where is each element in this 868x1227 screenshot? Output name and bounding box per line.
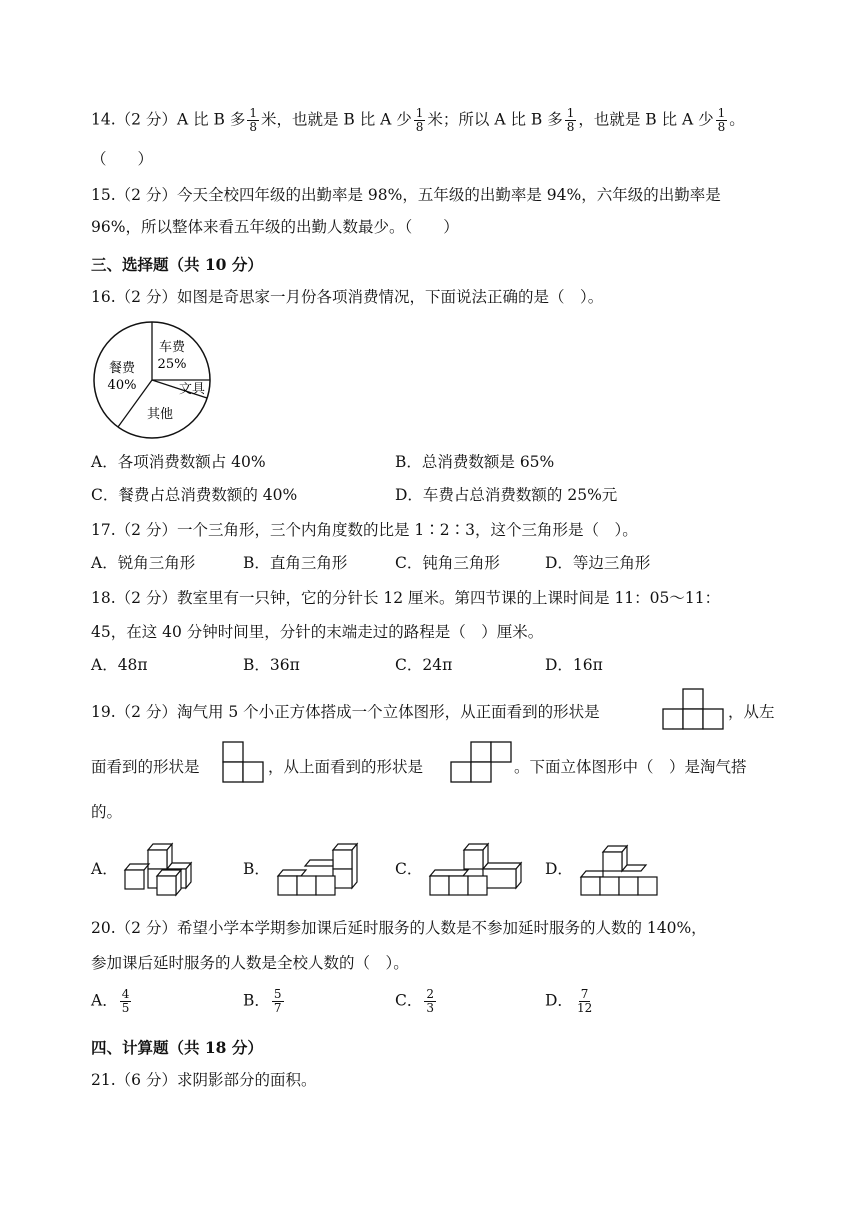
fraction-numerator: 7 bbox=[580, 987, 589, 1001]
option-label: C． bbox=[395, 991, 423, 1010]
fraction bbox=[272, 988, 284, 1015]
q16-option-c[interactable]: C．餐费占总消费数额的 40% bbox=[91, 486, 298, 504]
q14-number: 14. bbox=[91, 110, 116, 129]
fraction-numerator: 4 bbox=[121, 987, 130, 1001]
q14-text-1: A 比 B 多 bbox=[176, 110, 246, 129]
front-view-figure bbox=[662, 688, 724, 730]
fraction bbox=[565, 107, 577, 134]
fraction bbox=[424, 988, 436, 1015]
cube-figure-b[interactable] bbox=[275, 836, 370, 898]
q20-option-d[interactable] bbox=[545, 988, 596, 1015]
q18-line-1: 18.（2 分）教室里有一只钟，它的分针长 12 厘米。第四节课的上课时间是 11：05～11： bbox=[91, 589, 721, 607]
q20-option-b[interactable] bbox=[243, 988, 286, 1015]
q17-stem: 17.（2 分）一个三角形，三个内角度数的比是 1∶2∶3，这个三角形是（ ）。 bbox=[91, 521, 638, 539]
q14-text-4: ，也就是 B 比 A 少 bbox=[578, 110, 714, 129]
q19-option-c[interactable]: C． bbox=[395, 860, 423, 878]
fraction-numerator: 5 bbox=[273, 987, 282, 1001]
q19-option-b[interactable]: B． bbox=[243, 860, 270, 878]
left-view-figure bbox=[222, 741, 264, 783]
q16-option-d[interactable]: D．车费占总消费数额的 25%元 bbox=[395, 486, 618, 504]
q17-option-d[interactable]: D．等边三角形 bbox=[545, 554, 651, 572]
q17-option-c[interactable]: C．钝角三角形 bbox=[395, 554, 500, 572]
fraction bbox=[575, 988, 594, 1015]
option-label: A． bbox=[91, 991, 118, 1010]
q19-text-5: 。下面立体图形中（ ）是淘气搭 bbox=[514, 758, 747, 776]
fraction bbox=[414, 107, 426, 134]
cube-figure-a[interactable] bbox=[122, 836, 217, 898]
q16-option-a[interactable]: A．各项消费数额占 40% bbox=[91, 453, 266, 471]
q19-option-a[interactable]: A． bbox=[91, 860, 118, 878]
q17-option-a[interactable]: A．锐角三角形 bbox=[91, 554, 196, 572]
fraction-denominator: 3 bbox=[426, 1001, 435, 1015]
q18-option-c[interactable]: C．24π bbox=[395, 656, 453, 674]
q19-text-3: 面看到的形状是 bbox=[91, 758, 200, 776]
fraction-denominator: 8 bbox=[717, 120, 726, 134]
q16-stem: 16.（2 分）如图是奇思家一月份各项消费情况，下面说法正确的是（ ）。 bbox=[91, 288, 604, 306]
q14-line bbox=[91, 107, 745, 134]
top-view-figure bbox=[450, 741, 512, 783]
option-label: D． bbox=[545, 991, 573, 1010]
fraction-numerator: 1 bbox=[249, 106, 257, 120]
pie-value-food: 40% bbox=[107, 378, 137, 393]
q18-option-d[interactable]: D．16π bbox=[545, 656, 603, 674]
q19-text-2: ，从左 bbox=[728, 703, 775, 721]
fraction-denominator: 8 bbox=[415, 120, 424, 134]
fraction-denominator: 5 bbox=[121, 1001, 130, 1015]
pie-chart bbox=[92, 320, 212, 440]
q18-line-2: 45，在这 40 分钟时间里，分针的末端走过的路程是（ ）厘米。 bbox=[91, 623, 544, 641]
pie-label-other: 其他 bbox=[146, 407, 174, 422]
q21-stem: 21.（6 分）求阴影部分的面积。 bbox=[91, 1071, 317, 1089]
pie-label-food: 餐费 bbox=[108, 361, 136, 376]
fraction-denominator: 8 bbox=[566, 120, 575, 134]
fraction-numerator: 2 bbox=[426, 987, 435, 1001]
q19-option-d[interactable]: D． bbox=[545, 860, 573, 878]
q20-line-2: 参加课后延时服务的人数是全校人数的（ ）。 bbox=[91, 954, 409, 972]
fraction bbox=[716, 107, 728, 134]
q18-option-a[interactable]: A．48π bbox=[91, 656, 148, 674]
fraction-numerator: 1 bbox=[717, 106, 726, 120]
q16-option-b[interactable]: B．总消费数额是 65% bbox=[395, 453, 555, 471]
q18-option-b[interactable]: B．36π bbox=[243, 656, 300, 674]
cube-figure-c[interactable] bbox=[427, 836, 527, 898]
q20-option-a[interactable] bbox=[91, 988, 133, 1015]
q14-score: （2 分） bbox=[115, 110, 177, 129]
q15-line-2: 96%，所以整体来看五年级的出勤人数最少。（ ） bbox=[91, 218, 459, 236]
pie-label-car: 车费 bbox=[158, 340, 186, 355]
fraction bbox=[247, 107, 259, 134]
q15-line-1: 15.（2 分）今天全校四年级的出勤率是 98%，五年级的出勤率是 94%，六年级的出勤率是 bbox=[91, 186, 721, 204]
option-label: B． bbox=[243, 991, 270, 1010]
fraction-numerator: 1 bbox=[415, 106, 424, 120]
pie-value-car: 25% bbox=[157, 357, 187, 372]
fraction-numerator: 1 bbox=[566, 106, 575, 120]
q14-answer-paren[interactable]: （ ） bbox=[91, 150, 154, 168]
section-heading-calc: 四、计算题（共 18 分） bbox=[91, 1038, 263, 1057]
q19-text-1: 19.（2 分）淘气用 5 个小正方体搭成一个立体图形，从正面看到的形状是 bbox=[91, 703, 600, 721]
q17-option-b[interactable]: B．直角三角形 bbox=[243, 554, 348, 572]
section-heading-choice: 三、选择题（共 10 分） bbox=[91, 255, 263, 274]
q19-text-6: 的。 bbox=[91, 803, 123, 821]
fraction-denominator: 12 bbox=[576, 1001, 593, 1015]
pie-label-stationery: 文具 bbox=[178, 382, 206, 397]
q20-option-c[interactable] bbox=[395, 988, 438, 1015]
q14-text-3: 米；所以 A 比 B 多 bbox=[427, 110, 563, 129]
q14-text-2: 米，也就是 B 比 A 少 bbox=[260, 110, 412, 129]
fraction bbox=[120, 988, 132, 1015]
fraction-denominator: 8 bbox=[249, 120, 257, 134]
q20-line-1: 20.（2 分）希望小学本学期参加课后延时服务的人数是不参加延时服务的人数的 140%， bbox=[91, 919, 707, 937]
q19-text-4: ，从上面看到的形状是 bbox=[268, 758, 424, 776]
q14-text-5: 。 bbox=[729, 110, 745, 129]
cube-figure-d[interactable] bbox=[578, 836, 668, 898]
fraction-denominator: 7 bbox=[273, 1001, 282, 1015]
